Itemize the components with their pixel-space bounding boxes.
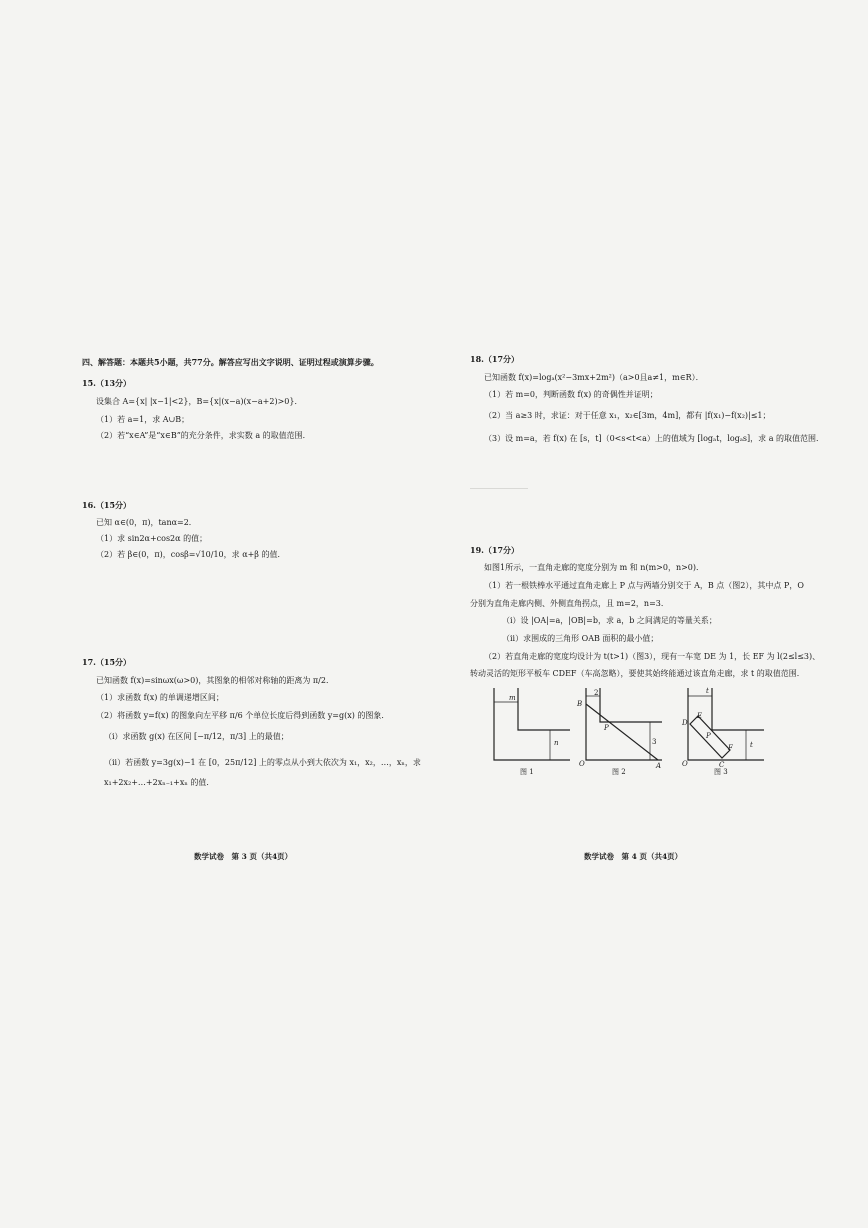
q16-title: 16.（15分） bbox=[82, 500, 132, 510]
fig3-top-label: t bbox=[706, 687, 709, 695]
q19-part1-ii: （ii）求围成的三角形 OAB 面积的最小值； bbox=[502, 634, 659, 643]
fig2-point-O: O bbox=[579, 760, 585, 768]
fig3-point-F: F bbox=[728, 744, 733, 752]
q15-title: 15.（13分） bbox=[82, 378, 132, 388]
q19-stem: 如图1所示，一直角走廊的宽度分别为 m 和 n(m>0，n>0)． bbox=[484, 563, 705, 572]
fig3-point-C: C bbox=[719, 761, 725, 769]
fig2-caption: 图 2 bbox=[612, 768, 626, 776]
q18-part3: （3）设 m=a，若 f(x) 在 [s，t]（0<s<t<a）上的值域为 [logₐt，logₐs]，求 a 的取值范围． bbox=[484, 434, 825, 443]
q17-part2-ii: （ii）若函数 y=3g(x)−1 在 [0，25π/12] 上的零点从小到大依次为 x₁，x₂，…，xₙ，求 bbox=[104, 758, 421, 767]
q17-part2: （2）将函数 y=f(x) 的图象向左平移 π/6 个单位长度后得到函数 y=g(x) 的图象． bbox=[96, 711, 390, 720]
fig2-point-B: B bbox=[577, 700, 583, 708]
right-footer: 数学试卷 第 4 页（共4页） bbox=[584, 852, 683, 861]
figure-2 bbox=[582, 686, 672, 766]
q18-part1: （1）若 m=0，判断函数 f(x) 的奇偶性并证明； bbox=[484, 390, 658, 399]
fig2-top-label: 2 bbox=[594, 689, 599, 697]
q19-part1: （1）若一根铁棒水平通过直角走廊上 P 点与两墙分别交于 A，B 点（图2），其中点 P，O bbox=[484, 581, 804, 590]
fig1-n-label: n bbox=[554, 739, 559, 747]
figure-1 bbox=[490, 686, 583, 766]
faint-rule bbox=[470, 488, 528, 489]
q18-title: 18.（17分） bbox=[470, 354, 520, 364]
left-footer: 数学试卷 第 3 页（共4页） bbox=[194, 852, 293, 861]
section-header: 四、解答题：本题共5小题，共77分。解答应写出文字说明、证明过程或演算步骤。 bbox=[82, 357, 379, 367]
q17-part2-i: （i）求函数 g(x) 在区间 [−π/12，π/3] 上的最值； bbox=[104, 732, 289, 741]
q15-part2: （2）若“x∈A”是“x∈B”的充分条件，求实数 a 的取值范围． bbox=[96, 431, 311, 440]
fig2-side-label: 3 bbox=[652, 738, 657, 746]
q18-stem: 已知函数 f(x)=logₐ(x²−3mx+2m²)（a>0且a≠1，m∈R）． bbox=[484, 373, 704, 382]
fig1-caption: 图 1 bbox=[520, 768, 534, 776]
fig3-side-label: t bbox=[750, 741, 753, 749]
q18-part2: （2）当 a≥3 时，求证：对于任意 x₁，x₂∈[3m，4m]，都有 |f(x₁)−f(x₂)|≤1； bbox=[484, 411, 771, 420]
q17-part1: （1）求函数 f(x) 的单调递增区间； bbox=[96, 693, 224, 702]
q17-title: 17.（15分） bbox=[82, 657, 132, 667]
q19-part2-cont: 转动灵活的矩形平板车 CDEF（车高忽略），要使其始终能通过该直角走廊，求 t 的取值范围． bbox=[470, 669, 805, 678]
q16-part1: （1）求 sin2α+cos2α 的值； bbox=[96, 534, 208, 543]
fig3-point-P: P bbox=[706, 732, 711, 740]
fig3-point-D: D bbox=[682, 719, 688, 727]
q16-part2: （2）若 β∈(0，π)，cosβ=√10/10，求 α+β 的值． bbox=[96, 550, 286, 559]
q15-part1: （1）若 a=1，求 A∪B； bbox=[96, 415, 190, 424]
q19-part1-cont: 分别为直角走廊内侧、外侧直角拐点，且 m=2，n=3． bbox=[470, 599, 669, 608]
right-page bbox=[434, 0, 868, 1228]
q16-stem: 已知 α∈(0，π)，tanα=2． bbox=[96, 518, 197, 527]
fig3-caption: 图 3 bbox=[714, 768, 728, 776]
fig2-point-A: A bbox=[656, 762, 662, 770]
q19-part2: （2）若直角走廊的宽度均设计为 t(t>1)（图3），现有一车宽 DE 为 1，长 EF 为 l(2≤l≤3)、 bbox=[484, 652, 821, 661]
fig1-m-label: m bbox=[509, 694, 516, 702]
q19-title: 19.（17分） bbox=[470, 545, 520, 555]
fig3-point-E: E bbox=[697, 712, 703, 720]
figure-3 bbox=[684, 686, 774, 766]
fig3-point-O: O bbox=[682, 760, 688, 768]
q15-stem: 设集合 A={x| |x−1|<2}，B={x|(x−a)(x−a+2)>0}． bbox=[96, 397, 303, 406]
q17-part2-ii-cont: x₁+2x₂+…+2xₙ₋₁+xₙ 的值． bbox=[104, 778, 215, 787]
q19-part1-i: （i）设 |OA|=a，|OB|=b，求 a，b 之间满足的等量关系； bbox=[502, 616, 717, 625]
fig2-point-P: P bbox=[604, 724, 609, 732]
q17-stem: 已知函数 f(x)=sinωx(ω>0)，其图象的相邻对称轴的距离为 π/2． bbox=[96, 676, 334, 685]
